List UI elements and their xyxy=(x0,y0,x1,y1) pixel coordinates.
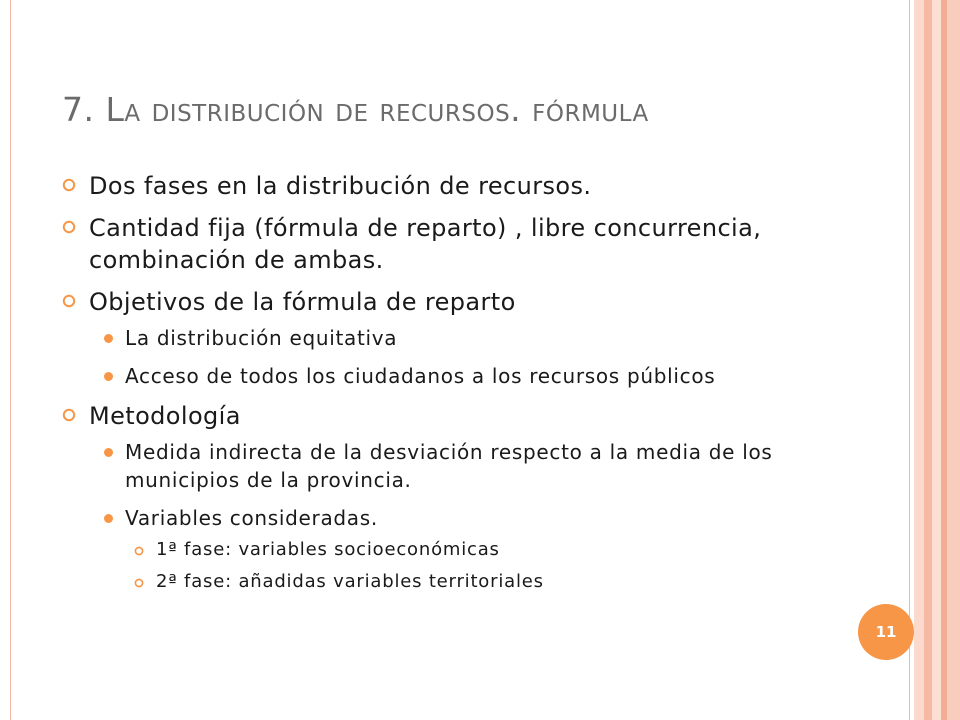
stripe xyxy=(947,0,960,720)
bullet-item xyxy=(62,400,852,432)
filled-dot-icon xyxy=(104,372,113,381)
sub-bullet-text: Medida indirecta de la desviación respecto a la media de los municipios de la provincia. xyxy=(125,440,773,492)
filled-dot-icon xyxy=(104,334,113,343)
page-number: 11 xyxy=(875,623,897,641)
filled-dot-icon xyxy=(104,448,113,457)
sub-bullet-item xyxy=(104,324,852,352)
hollow-circle-icon xyxy=(62,220,76,234)
bullet-text: Metodología xyxy=(89,402,241,430)
hollow-circle-icon xyxy=(62,408,76,422)
stripe xyxy=(924,0,932,720)
sub-bullet-text: La distribución equitativa xyxy=(125,326,398,350)
filled-dot-icon xyxy=(104,514,113,523)
sub-sub-bullet-text: 1ª fase: variables socioeconómicas xyxy=(156,539,500,560)
hollow-circle-icon xyxy=(134,546,144,556)
slide-title: 7. La distribución de recursos. fórmula xyxy=(62,90,649,129)
bullet-item xyxy=(62,212,852,276)
sub-bullet-text: Variables consideradas. xyxy=(125,506,378,530)
sub-bullet-text: Acceso de todos los ciudadanos a los recursos públicos xyxy=(125,364,716,388)
stripe xyxy=(932,0,941,720)
sub-bullet-item xyxy=(104,362,852,390)
hollow-circle-icon xyxy=(62,178,76,192)
bullet-text: Cantidad fija (fórmula de reparto) , libre concurrencia, combinación de ambas. xyxy=(89,214,762,274)
stripe xyxy=(914,0,924,720)
bullet-text: Dos fases en la distribución de recursos. xyxy=(89,172,592,200)
sub-sub-bullet-item xyxy=(134,570,852,594)
bullet-text: Objetivos de la fórmula de reparto xyxy=(89,288,516,316)
hollow-circle-icon xyxy=(134,578,144,588)
sub-sub-bullet-text: 2ª fase: añadidas variables territoriales xyxy=(156,571,544,592)
hollow-circle-icon xyxy=(62,294,76,308)
sub-bullet-item xyxy=(104,504,852,532)
page-number-badge xyxy=(858,604,914,660)
bullet-item xyxy=(62,170,852,202)
bullet-item xyxy=(62,286,852,318)
sub-sub-bullet-item xyxy=(134,538,852,562)
slide-content xyxy=(62,170,852,602)
sub-bullet-item xyxy=(104,438,852,494)
decorative-stripes xyxy=(914,0,960,720)
